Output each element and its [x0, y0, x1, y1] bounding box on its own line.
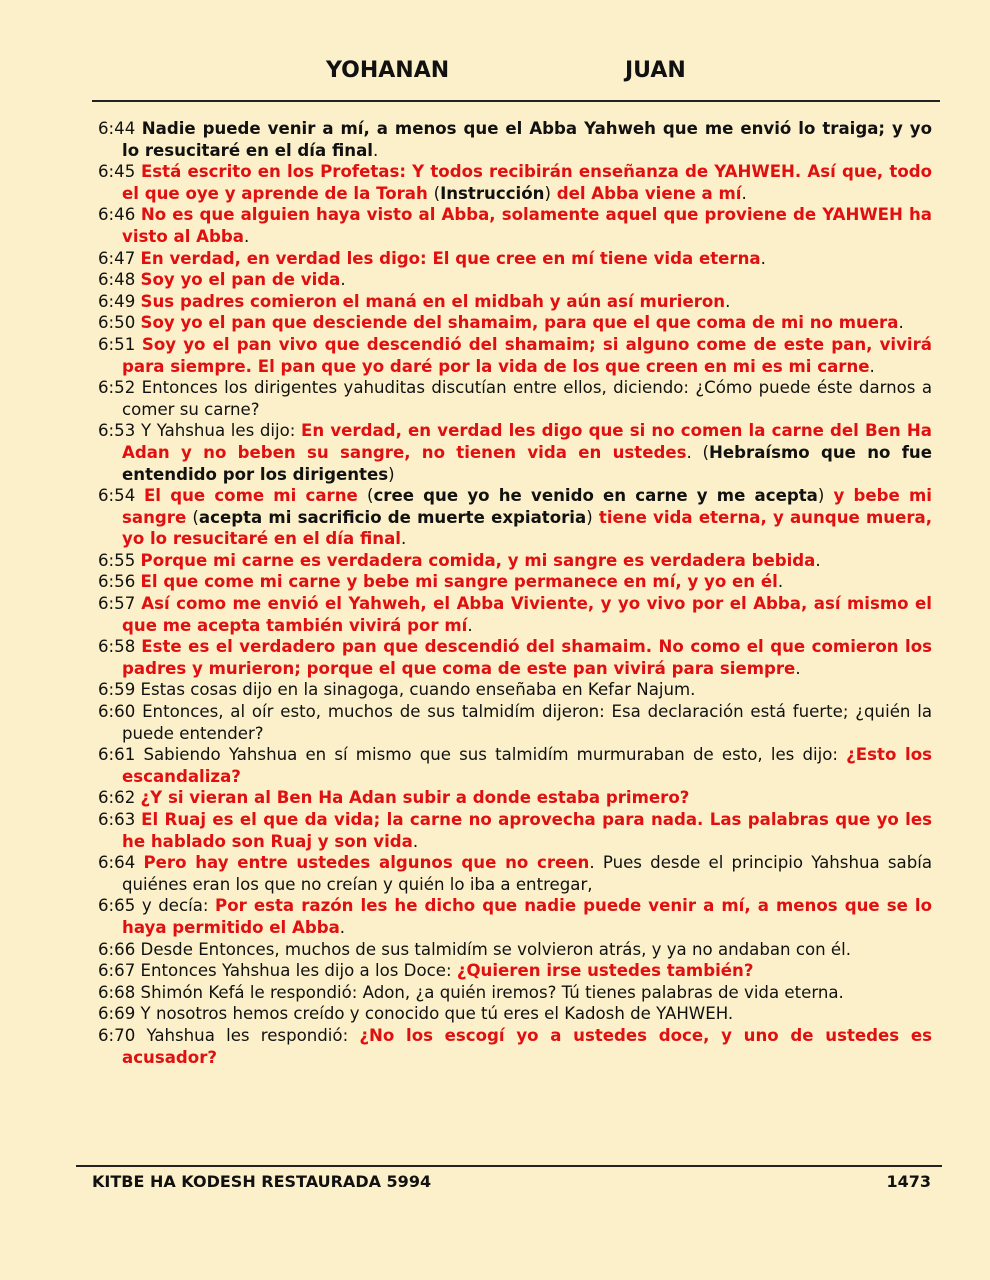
verse-quote-text: No es que alguien haya visto al Abba, solamente aquel que proviene de YAHWEH ha visto al Abba — [122, 205, 933, 246]
verse-number: 6:50 — [98, 313, 136, 333]
verse-quote-text: tiene vida eterna, y aunque muera, yo lo resucitaré en el día final — [122, 507, 933, 549]
verse-text: Shimón Kefá le respondió: Adon, ¿a quién iremos? Tú tienes palabras de vida eterna. — [140, 982, 844, 1002]
verse-quote-text: Sus padres comieron el maná en el midbah y aún así murieron — [140, 291, 726, 311]
verse-number: 6:53 — [98, 421, 136, 441]
verse-number: 6:52 — [98, 378, 136, 398]
verse-number: 6:67 — [98, 961, 136, 981]
page-header — [0, 58, 990, 90]
verse — [98, 960, 932, 982]
verse-text: Entonces Yahshua les dijo a los Doce: — [140, 961, 457, 981]
verse — [98, 939, 932, 961]
verse-number: 6:48 — [98, 270, 136, 290]
footer-title: KITBE HA KODESH RESTAURADA 5994 — [92, 1172, 432, 1191]
verse-text: ) — [817, 486, 825, 506]
verse-number: 6:46 — [98, 205, 136, 225]
verse-number: 6:57 — [98, 594, 136, 614]
verse — [98, 118, 932, 161]
verse — [98, 377, 932, 420]
verse-text: Estas cosas dijo en la sinagoga, cuando enseñaba en Kefar Najum. — [140, 680, 696, 700]
footer-rule — [76, 1165, 942, 1167]
verse-text: . ( — [686, 442, 710, 462]
verse-list — [98, 118, 932, 1068]
verse-number: 6:61 — [98, 745, 136, 765]
verse-number: 6:70 — [98, 1025, 136, 1045]
verse-text: . — [340, 270, 346, 290]
verse-text: . — [243, 226, 250, 246]
verse — [98, 593, 932, 636]
verse-text: ) — [544, 183, 551, 203]
verse-quote-text: Soy yo el pan vivo que descendió del shamaim; si alguno come de este pan, vivirá para siempre. El pan que yo daré por la vida de los que creen en mi es mi carne — [122, 334, 932, 376]
verse-quote-text: El que come mi carne y bebe mi sangre permanece en mí, y yo en él — [140, 572, 778, 592]
verse — [98, 485, 932, 550]
verse-number: 6:44 — [98, 119, 136, 138]
verse — [98, 1003, 932, 1025]
verse-quote-text: ¿Esto los escandaliza? — [122, 745, 932, 786]
verse-text: . — [339, 917, 346, 937]
verse — [98, 571, 932, 593]
verse — [98, 636, 932, 679]
verse-note-text: Hebraísmo que no fue entendido por los dirigentes — [122, 442, 932, 484]
verse — [98, 312, 932, 334]
verse-number: 6:66 — [98, 939, 136, 959]
verse-text: . — [725, 291, 731, 311]
verse-text: . — [400, 529, 407, 549]
verse-number: 6:47 — [98, 248, 136, 268]
verse-quote-text: ¿Y si vieran al Ben Ha Adan subir a donde estaba primero? — [140, 788, 690, 808]
verse-quote-text: Pero hay entre ustedes algunos que no creen — [143, 853, 590, 873]
verse-text: . — [412, 831, 419, 851]
verse — [98, 1025, 932, 1068]
header-book-hebrew: YOHANAN — [326, 58, 450, 83]
verse — [98, 809, 932, 852]
verse — [98, 248, 932, 270]
verse-quote-text: Por esta razón les he dicho que nadie puede venir a mí, a menos que se lo haya permitido el Abba — [122, 896, 933, 937]
verse-note-text: Nadie puede venir a mí, a menos que el Abba Yahweh que me envió lo traiga; y yo lo resucitaré en el día final — [122, 119, 932, 160]
verse-text: . — [869, 356, 875, 376]
verse-quote-text: ¿No los escogí yo a ustedes doce, y uno de ustedes es acusador? — [122, 1025, 933, 1067]
verse-number: 6:59 — [98, 680, 136, 700]
verse-quote-text: Este es el verdadero pan que descendió del shamaim. No como el que comieron los padres y murieron; porque el que coma de este pan vivirá para siempre — [122, 637, 932, 678]
verse-quote-text: Porque mi carne es verdadera comida, y mi sangre es verdadera bebida — [140, 550, 816, 570]
verse — [98, 744, 932, 787]
verse-number: 6:49 — [98, 291, 136, 311]
verse-quote-text: En verdad, en verdad les digo que si no comen la carne del Ben Ha Adan y no beben su sangre, no tienen vida en ustedes — [122, 421, 932, 462]
verse-text: Sabiendo Yahshua en sí mismo que sus talmidím murmuraban de esto, les dijo: — [143, 745, 847, 765]
verse — [98, 291, 932, 313]
verse-text: . — [795, 658, 801, 678]
verse — [98, 269, 932, 291]
verse-number: 6:60 — [98, 702, 136, 722]
verse — [98, 550, 932, 572]
verse-text: . Pues desde el principio Yahshua sabía quiénes eran los que no creían y quién lo iba a entregar, — [122, 853, 933, 894]
verse-number: 6:58 — [98, 637, 136, 657]
verse — [98, 420, 932, 485]
verse-number: 6:69 — [98, 1004, 136, 1024]
verse-text: ( — [192, 507, 199, 527]
verse-text: ( — [366, 486, 374, 506]
verse-quote-text: Soy yo el pan que desciende del shamaim, para que el que coma de mi no muera — [140, 313, 899, 333]
verse — [98, 852, 932, 895]
verse-quote-text: ¿Quieren irse ustedes también? — [456, 961, 754, 981]
verse — [98, 334, 932, 377]
verse — [98, 204, 932, 247]
page-number: 1473 — [886, 1172, 931, 1191]
verse-note-text: cree que yo he venido en carne y me acepta — [373, 486, 818, 506]
verse-number: 6:68 — [98, 982, 136, 1002]
verse — [98, 701, 932, 744]
verse-quote-text: En verdad, en verdad les digo: El que cree en mí tiene vida eterna — [140, 248, 761, 268]
verse-text: Entonces, al oír esto, muchos de sus talmidím dijeron: Esa declaración está fuerte; ¿quién la puede entender? — [122, 702, 932, 743]
verse-text: . — [815, 550, 821, 570]
verse-quote-text: y bebe mi sangre — [122, 486, 932, 527]
verse-note-text: Instrucción — [440, 183, 545, 203]
verse-number: 6:63 — [98, 810, 136, 829]
verse-text: . — [741, 183, 747, 203]
verse-note-text: acepta mi sacrificio de muerte expiatoria — [198, 507, 587, 527]
verse-quote-text: del Abba viene a mí — [550, 183, 742, 203]
verse — [98, 982, 932, 1004]
verse-text: . — [372, 140, 379, 160]
header-book-spanish: JUAN — [625, 58, 686, 83]
verse-text: y decía: — [141, 896, 216, 916]
verse-quote-text: El Ruaj es el que da vida; la carne no aprovecha para nada. Las palabras que yo les he hablado son Ruaj y son vida — [122, 810, 932, 851]
verse-quote-text: El que come mi carne — [143, 486, 367, 506]
header-rule — [92, 100, 940, 102]
verse-text: . — [760, 248, 766, 268]
verse-text: . — [898, 313, 904, 333]
verse-number: 6:45 — [98, 162, 136, 182]
verse — [98, 161, 932, 204]
verse-text: Entonces los dirigentes yahuditas discutían entre ellos, diciendo: ¿Cómo puede éste darnos a comer su carne? — [122, 378, 932, 419]
verse-number: 6:51 — [98, 334, 136, 354]
verse-number: 6:55 — [98, 550, 136, 570]
verse-quote-text: Soy yo el pan de vida — [140, 270, 341, 290]
verse-number: 6:65 — [98, 896, 136, 916]
verse-text: . — [467, 615, 473, 635]
verse-text: ( — [433, 183, 441, 203]
verse-text: Yahshua les respondió: — [146, 1025, 360, 1045]
verse-number: 6:62 — [98, 788, 136, 808]
verse-quote-text: Así como me envió el Yahweh, el Abba Viviente, y yo vivo por el Abba, así mismo el que me acepta también vivirá por mí — [122, 594, 932, 635]
verse-text: . — [777, 572, 784, 592]
verse-number: 6:54 — [98, 486, 136, 506]
verse-text: ) — [586, 507, 593, 527]
verse — [98, 679, 932, 701]
verse-text: Y nosotros hemos creído y conocido que tú eres el Kadosh de YAHWEH. — [140, 1004, 734, 1024]
verse-number: 6:56 — [98, 572, 136, 592]
verse-text: Desde Entonces, muchos de sus talmidím se volvieron atrás, y ya no andaban con él. — [140, 939, 851, 959]
verse-text: ) — [388, 464, 395, 484]
verse — [98, 787, 932, 809]
verse-number: 6:64 — [98, 853, 136, 873]
verse-quote-text: Está escrito en los Profetas: Y todos recibirán enseñanza de YAHWEH. Así que, todo el que oye y aprende de la Torah — [122, 162, 932, 203]
verse — [98, 895, 932, 938]
verse-text: Y Yahshua les dijo: — [140, 421, 302, 441]
